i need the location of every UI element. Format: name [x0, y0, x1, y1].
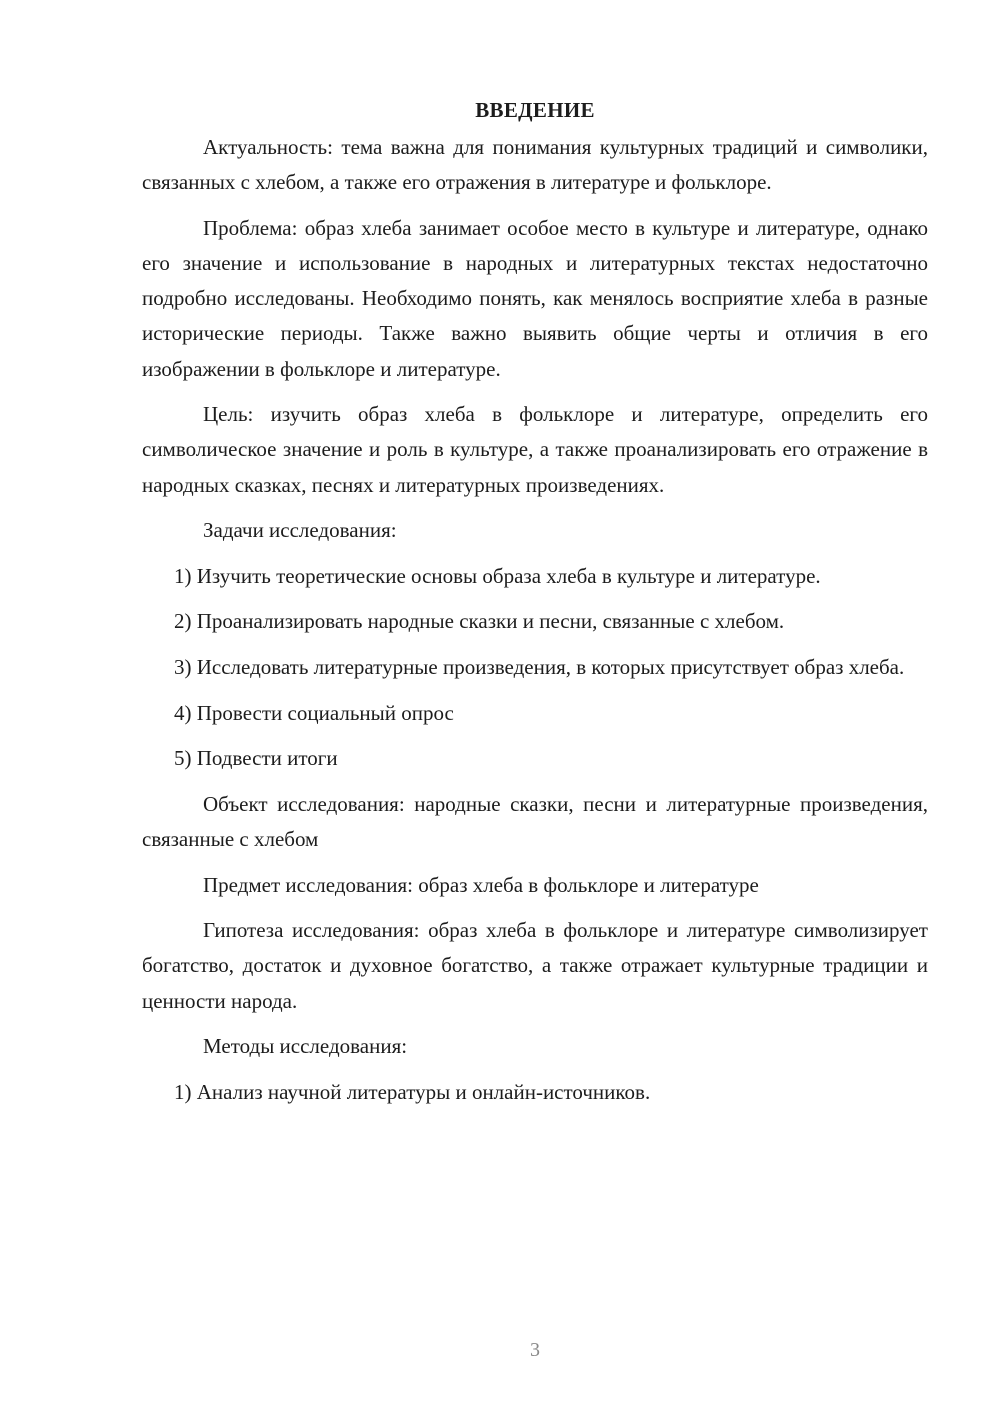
page-number: 3 — [530, 1339, 540, 1361]
paragraph-subject: Предмет исследования: образ хлеба в фольклоре и литературе — [203, 872, 759, 897]
paragraph-object: Объект исследования: народные сказки, песни и литературные произведения, связанные с хлебом — [142, 791, 928, 851]
paragraph-methods-heading: Методы исследования: — [203, 1034, 408, 1059]
section-heading: ВВЕДЕНИЕ — [475, 98, 595, 122]
paragraph-relevance: Актуальность: тема важна для понимания культурных традиций и символики, связанных с хлебом, а также его отражения в литературе и фольклоре. — [142, 135, 928, 195]
task-item-1: 1) Изучить теоретические основы образа хлеба в культуре и литературе. — [174, 563, 821, 588]
paragraph-problem: Проблема: образ хлеба занимает особое место в культуре и литературе, однако его значение и использование в народных и литературных текстах недостаточно подробно исследованы. Необходимо понять, как менялось восприятие хлеба в разные исторические периоды. Также важно выявить общие черты и отличия в его изображении в фольклоре и литературе. — [142, 215, 928, 381]
task-item-4: 4) Провести социальный опрос — [174, 700, 454, 725]
task-item-3: 3) Исследовать литературные произведения, в которых присутствует образ хлеба. — [174, 654, 905, 679]
task-item-5: 5) Подвести итоги — [174, 746, 338, 771]
task-item-2: 2) Проанализировать народные сказки и песни, связанные с хлебом. — [174, 609, 785, 634]
page-content — [142, 92, 928, 1120]
paragraph-goal: Цель: изучить образ хлеба в фольклоре и литературе, определить его символическое значение и роль в культуре, а также проанализировать его отражение в народных сказках, песнях и литературных произведениях. — [142, 402, 928, 497]
paragraph-tasks-heading: Задачи исследования: — [203, 518, 397, 543]
method-item-1: 1) Анализ научной литературы и онлайн-источников. — [174, 1079, 651, 1104]
paragraph-hypothesis: Гипотеза исследования: образ хлеба в фольклоре и литературе символизирует богатство, достаток и духовное богатство, а также отражает культурные традиции и ценности народа. — [142, 918, 928, 1013]
